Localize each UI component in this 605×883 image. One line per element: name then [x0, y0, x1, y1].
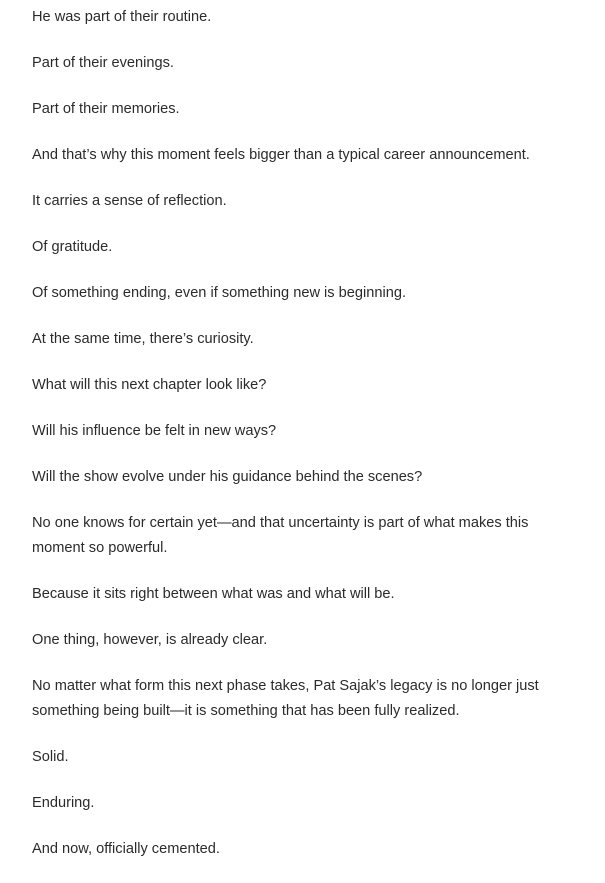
- paragraph: Because it sits right between what was and what will be.: [32, 586, 395, 602]
- paragraph: No matter what form this next phase takes, Pat Sajak’s legacy is no longer just something being built—it is something that has been fully realized.: [32, 678, 539, 719]
- paragraph: Part of their evenings.: [32, 55, 174, 71]
- paragraph: He was part of their routine.: [32, 9, 212, 25]
- paragraph: Will the show evolve under his guidance behind the scenes?: [32, 469, 423, 485]
- paragraph: And that’s why this moment feels bigger than a typical career announcement.: [32, 147, 530, 163]
- paragraph: Solid.: [32, 749, 69, 765]
- paragraph: Of gratitude.: [32, 239, 113, 255]
- paragraph: What will this next chapter look like?: [32, 377, 267, 393]
- paragraph: One thing, however, is already clear.: [32, 632, 268, 648]
- paragraph: Enduring.: [32, 795, 95, 811]
- paragraph: At the same time, there’s curiosity.: [32, 331, 254, 347]
- paragraph: Will his influence be felt in new ways?: [32, 423, 277, 439]
- paragraph: No one knows for certain yet—and that uncertainty is part of what makes this moment so powerful.: [32, 515, 529, 556]
- article-body: [32, 5, 572, 883]
- paragraph: And now, officially cemented.: [32, 841, 220, 857]
- paragraph: It carries a sense of reflection.: [32, 193, 227, 209]
- paragraph: Part of their memories.: [32, 101, 180, 117]
- paragraph: Of something ending, even if something new is beginning.: [32, 285, 406, 301]
